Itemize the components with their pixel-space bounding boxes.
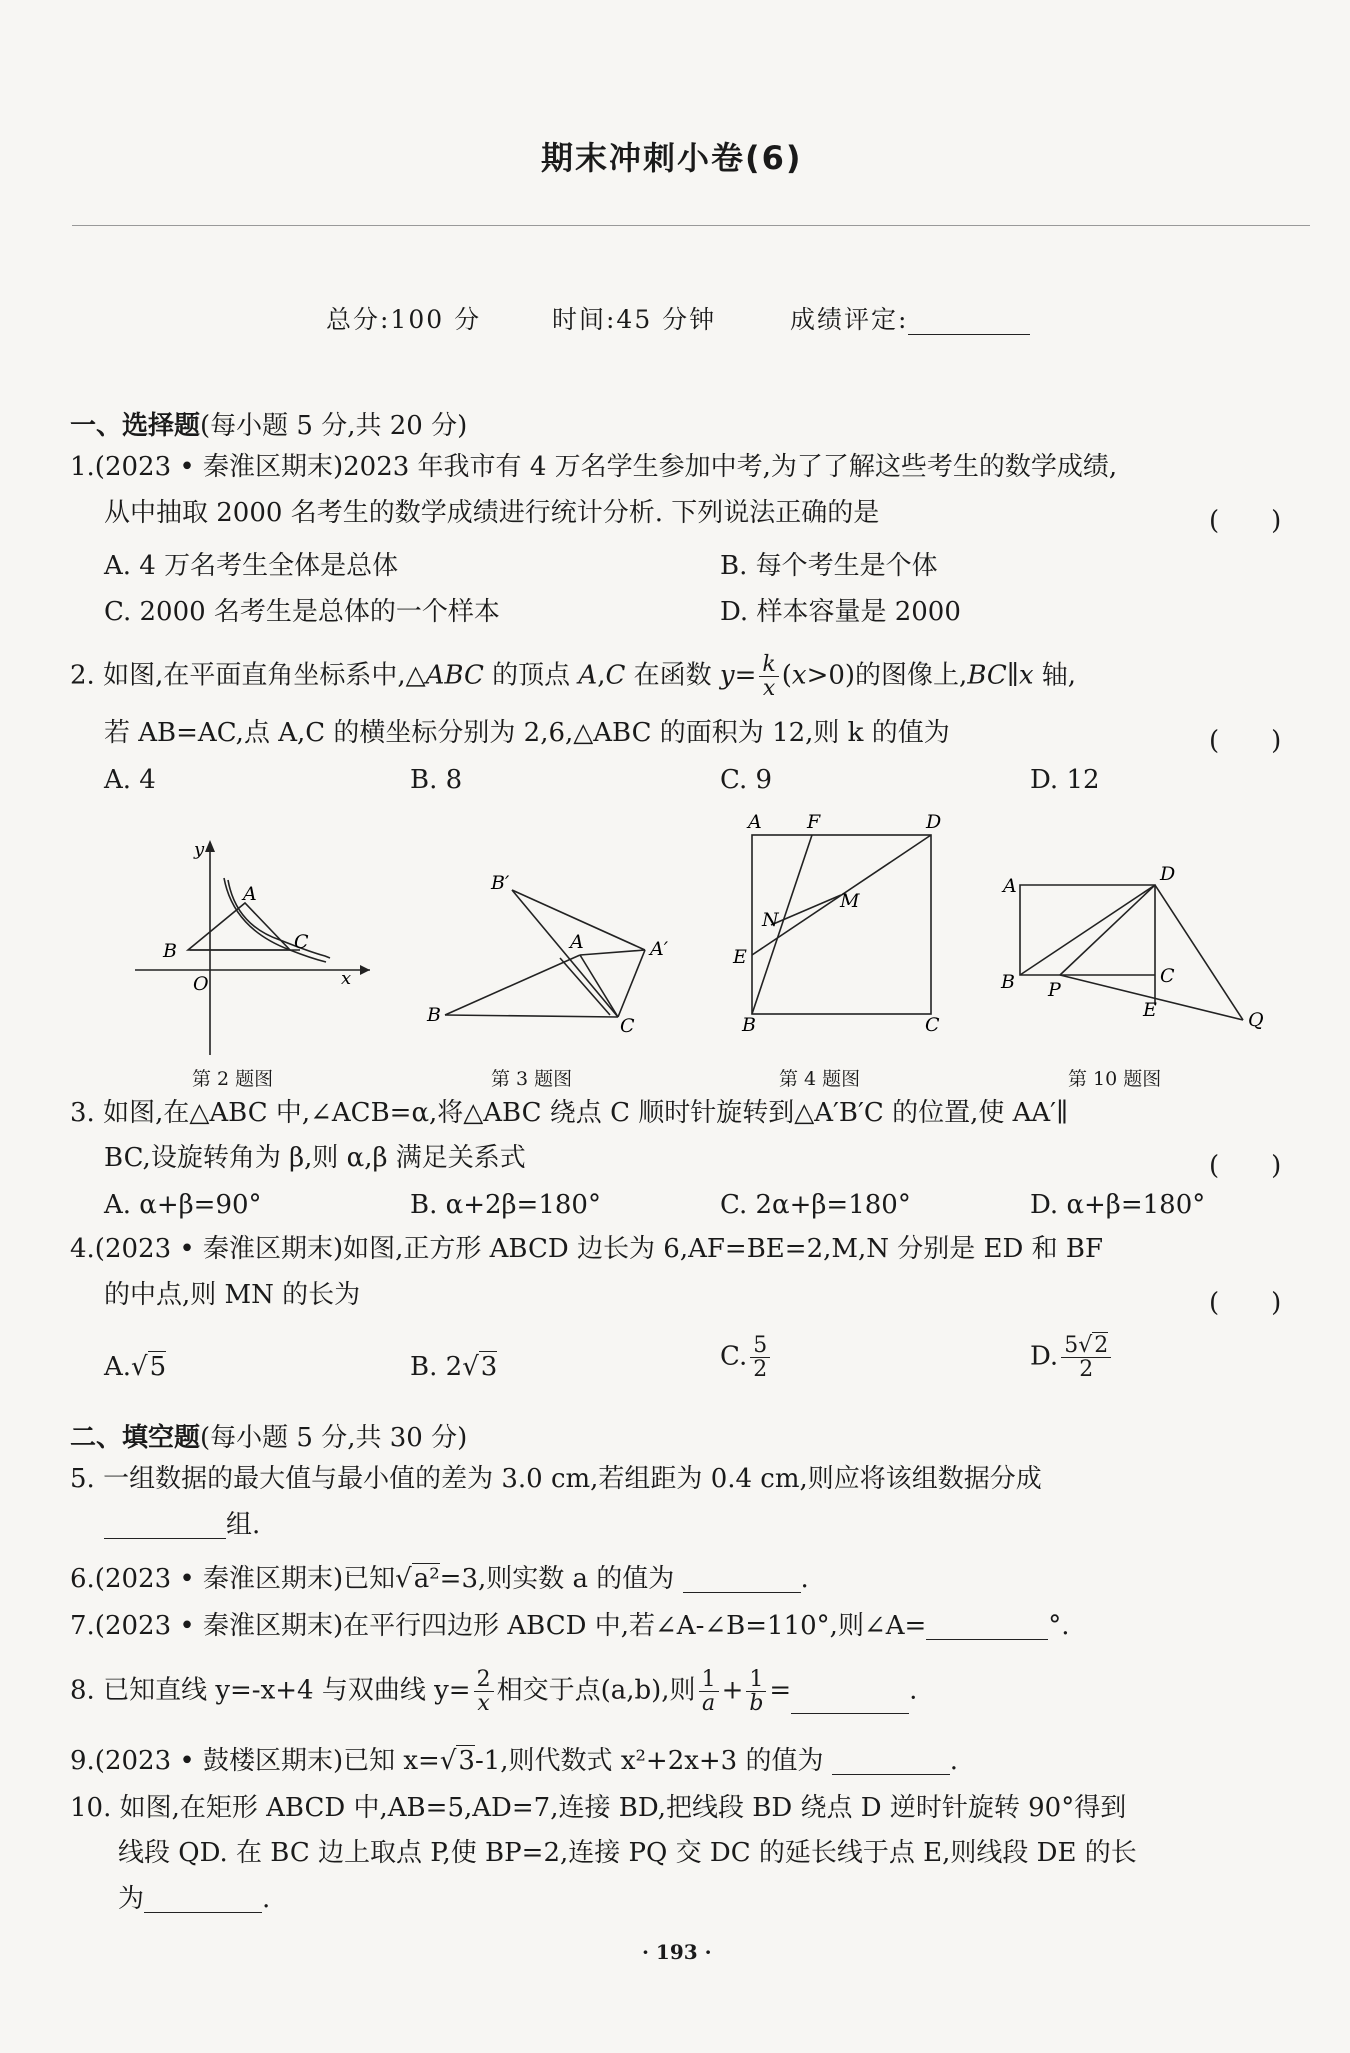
q10-prefix: 为 <box>118 1884 145 1914</box>
q2-frac-den: x <box>762 676 776 702</box>
q8-prefix: 8. 已知直线 y=-x+4 与双曲线 y= <box>70 1675 471 1706</box>
q3-option-d[interactable]: D. α+β=180° <box>1030 1190 1206 1220</box>
caption-fig-10: 第 10 题图 <box>1068 1068 1162 1090</box>
section-1-note: (每小题 5 分,共 20 分) <box>200 411 468 441</box>
caption-fig-4: 第 4 题图 <box>779 1068 861 1090</box>
q4-a-prefix: A. <box>104 1352 132 1382</box>
fig2-label-O: O <box>193 973 209 995</box>
q2-text-b: ABC <box>425 660 484 691</box>
q10-end: . <box>262 1884 271 1914</box>
q9-prefix: 9.(2023 • 鼓楼区期末)已知 x= <box>70 1746 440 1776</box>
grade-field <box>790 300 1030 336</box>
q1-option-d[interactable]: D. 样本容量是 2000 <box>720 597 961 627</box>
q8-f3-den: b <box>749 1691 764 1717</box>
q2-text-j: ( <box>781 660 792 691</box>
caption-fig-2: 第 2 题图 <box>192 1068 274 1090</box>
q2-text-a: 2. 如图,在平面直角坐标系中,△ <box>70 660 426 691</box>
q2-text-h: y <box>719 660 735 691</box>
q5-line2 <box>104 1512 260 1539</box>
section-1-heading: 一、选择题 <box>70 411 201 441</box>
fig2-label-A: A <box>243 883 257 905</box>
q9-answer-blank[interactable] <box>832 1748 950 1775</box>
q7-end: °. <box>1048 1611 1070 1641</box>
q8-fraction-1 <box>474 1668 494 1715</box>
q10-answer-blank[interactable] <box>144 1886 262 1913</box>
q1-answer-paren[interactable]: ( ) <box>1209 506 1282 536</box>
grade-label: 成绩评定: <box>790 305 909 334</box>
q2-option-d[interactable]: D. 12 <box>1030 765 1100 795</box>
q1-option-c[interactable]: C. 2000 名考生是总体的一个样本 <box>104 597 500 627</box>
fig3-label-A: A <box>570 931 584 953</box>
q6-answer-blank[interactable] <box>683 1566 801 1593</box>
q8-answer-blank[interactable] <box>791 1669 909 1714</box>
q2-text-m: BC <box>967 660 1007 691</box>
q9-end: . <box>949 1746 959 1776</box>
q4-option-a[interactable]: A.√5 <box>104 1352 167 1382</box>
q9-radicand: 3 <box>458 1746 475 1776</box>
q4-d-coef: 5 <box>1064 1333 1079 1358</box>
fig4-label-D: D <box>926 811 942 833</box>
q1-option-b[interactable]: B. 每个考生是个体 <box>720 551 938 581</box>
section-2-title <box>70 1417 467 1454</box>
q10-line3 <box>118 1886 270 1913</box>
fig3-label-B1: B′ <box>491 872 510 894</box>
q8-line <box>70 1668 917 1715</box>
q9-line: 9.(2023 • 鼓楼区期末)已知 x=√3-1,则代数式 x²+2x+3 的值为 . <box>70 1746 959 1776</box>
q2-line1 <box>70 653 1076 700</box>
q2-option-c[interactable]: C. 9 <box>720 765 773 795</box>
q8-mid: 相交于点(a,b),则 <box>496 1675 696 1706</box>
q2-line2: 若 AB=AC,点 A,C 的横坐标分别为 2,6,△ABC 的面积为 12,则 k 的值为 <box>104 718 950 748</box>
fig10-label-D: D <box>1160 863 1176 885</box>
q8-fraction-3 <box>746 1668 766 1715</box>
title-divider <box>72 225 1310 226</box>
q4-d-fraction: $\frac{5√2}{2}$ <box>1061 1334 1111 1381</box>
q4-a-radicand: 5 <box>149 1352 167 1382</box>
q2-text-c: 的顶点 <box>483 660 579 691</box>
fig10-label-E: E <box>1143 999 1157 1021</box>
q5-suffix: 组. <box>226 1510 261 1540</box>
q10-line2: 线段 QD. 在 BC 边上取点 P,使 BP=2,连接 PQ 交 DC 的延长线于点 E,则线段 DE 的长 <box>118 1838 1137 1868</box>
q8-plus: + <box>721 1675 744 1706</box>
page-number: · 193 · <box>642 1940 712 1964</box>
figure-3 <box>445 890 645 1017</box>
page-title: 期末冲刺小卷(6) <box>541 139 803 177</box>
q5-line1: 5. 一组数据的最大值与最小值的差为 3.0 cm,若组距为 0.4 cm,则应将该组数据分成 <box>70 1464 1042 1494</box>
total-score: 总分:100 分 <box>326 305 482 334</box>
q6-prefix: 6.(2023 • 秦淮区期末)已知 <box>70 1564 396 1594</box>
fig2-label-y: y <box>194 839 205 860</box>
fig3-label-C: C <box>620 1015 635 1037</box>
q3-answer-paren[interactable]: ( ) <box>1209 1151 1282 1181</box>
q6-text: =3,则实数 a 的值为 <box>439 1564 675 1594</box>
q8-f1-den: x <box>477 1691 490 1717</box>
q4-b-radicand: 3 <box>480 1352 498 1382</box>
q4-c-den: 2 <box>753 1357 768 1383</box>
fig10-label-A: A <box>1003 875 1017 897</box>
q4-option-b[interactable]: B. 2√3 <box>410 1352 498 1382</box>
q8-eq: = <box>769 1675 792 1706</box>
q4-c-num: 5 <box>750 1334 770 1358</box>
q4-b-prefix: B. 2 <box>410 1352 463 1382</box>
section-2-note: (每小题 5 分,共 30 分) <box>200 1423 468 1453</box>
q8-end: . <box>909 1675 918 1706</box>
q6-end: . <box>800 1564 809 1594</box>
fig10-label-C: C <box>1160 965 1175 987</box>
section-2-heading: 二、填空题 <box>70 1423 201 1453</box>
q4-c-prefix: C. <box>720 1341 748 1372</box>
q4-answer-paren[interactable]: ( ) <box>1209 1288 1282 1318</box>
q4-d-prefix: D. <box>1030 1341 1059 1372</box>
q9-text: -1,则代数式 x²+2x+3 的值为 <box>474 1746 824 1776</box>
q8-f2-num: 1 <box>699 1668 719 1692</box>
figures-row <box>0 800 1350 1100</box>
q2-text-e: , <box>597 660 606 691</box>
q4-option-d[interactable] <box>1030 1334 1114 1381</box>
q6-radicand: a² <box>413 1564 440 1594</box>
fig10-label-Q: Q <box>1248 1009 1264 1031</box>
fig4-label-F: F <box>807 811 821 833</box>
q2-text-d: A <box>578 660 598 691</box>
q2-text-o: x <box>1018 660 1034 691</box>
q4-line2: 的中点,则 MN 的长为 <box>104 1280 361 1310</box>
q4-d-den: 2 <box>1079 1357 1094 1383</box>
q2-text-i: = <box>734 660 757 691</box>
fig4-label-M: M <box>840 890 860 912</box>
section-1-title <box>70 405 467 442</box>
q2-text-f: C <box>605 660 626 691</box>
q4-c-fraction <box>750 1334 770 1381</box>
q2-text-k: x <box>791 660 807 691</box>
q7-line <box>70 1613 1070 1640</box>
q3-option-a[interactable]: A. α+β=90° <box>104 1190 262 1220</box>
q2-text-g: 在函数 <box>625 660 720 691</box>
q8-f2-den: a <box>702 1691 716 1717</box>
q1-line1: 1.(2023 • 秦淮区期末)2023 年我市有 4 万名学生参加中考,为了了解这些考生的数学成绩, <box>70 452 1118 482</box>
q2-option-a[interactable]: A. 4 <box>104 765 156 795</box>
q2-answer-paren[interactable]: ( ) <box>1209 726 1282 756</box>
q4-d-radicand: 2 <box>1094 1333 1109 1358</box>
grade-blank[interactable] <box>908 305 1030 335</box>
fig10-label-B: B <box>1001 971 1015 993</box>
q3-option-c[interactable]: C. 2α+β=180° <box>720 1190 911 1220</box>
fig4-label-N: N <box>762 909 779 931</box>
q7-prefix: 7.(2023 • 秦淮区期末)在平行四边形 ABCD 中,若∠A-∠B=110°,则∠A= <box>70 1611 927 1641</box>
fig10-label-P: P <box>1048 979 1061 1001</box>
q8-f1-num: 2 <box>474 1668 494 1692</box>
q2-frac-num: k <box>762 652 776 677</box>
q2-fraction <box>759 653 778 700</box>
q4-option-c[interactable] <box>720 1334 773 1381</box>
q3-option-b[interactable]: B. α+2β=180° <box>410 1190 601 1220</box>
fig4-label-B: B <box>742 1014 756 1036</box>
fig3-label-B: B <box>427 1004 441 1026</box>
q2-text-l: >0)的图像上, <box>806 660 968 691</box>
q2-text-n: ∥ <box>1006 660 1019 691</box>
q8-fraction-2 <box>699 1668 719 1715</box>
q1-option-a[interactable]: A. 4 万名考生全体是总体 <box>104 551 399 581</box>
fig4-label-A: A <box>748 811 762 833</box>
q10-line1: 10. 如图,在矩形 ABCD 中,AB=5,AD=7,连接 BD,把线段 BD 绕点 D 逆时针旋转 90°得到 <box>70 1793 1127 1823</box>
q5-answer-blank[interactable] <box>104 1512 226 1539</box>
time-limit: 时间:45 分钟 <box>552 305 717 334</box>
fig2-label-x: x <box>341 968 352 989</box>
q3-line1: 3. 如图,在△ABC 中,∠ACB=α,将△ABC 绕点 C 顺时针旋转到△A′B′C 的位置,使 AA′∥ <box>70 1098 1069 1128</box>
q2-option-b[interactable]: B. 8 <box>410 765 463 795</box>
fig4-label-E: E <box>733 946 747 968</box>
q8-f3-num: 1 <box>746 1668 766 1692</box>
fig3-label-A1: A′ <box>650 938 669 960</box>
q6-line: 6.(2023 • 秦淮区期末)已知√a²=3,则实数 a 的值为 . <box>70 1564 809 1594</box>
q4-line1: 4.(2023 • 秦淮区期末)如图,正方形 ABCD 边长为 6,AF=BE=2,M,N 分别是 ED 和 BF <box>70 1234 1104 1264</box>
fig4-label-C: C <box>925 1014 940 1036</box>
fig2-label-C: C <box>294 931 309 953</box>
figure-4 <box>752 835 931 1014</box>
fig2-label-B: B <box>163 940 177 962</box>
q2-text-p: 轴, <box>1033 660 1077 691</box>
caption-fig-3: 第 3 题图 <box>491 1068 573 1090</box>
q3-line2: BC,设旋转角为 β,则 α,β 满足关系式 <box>104 1143 526 1173</box>
q1-line2: 从中抽取 2000 名考生的数学成绩进行统计分析. 下列说法正确的是 <box>104 498 880 528</box>
q7-answer-blank[interactable] <box>926 1613 1048 1640</box>
